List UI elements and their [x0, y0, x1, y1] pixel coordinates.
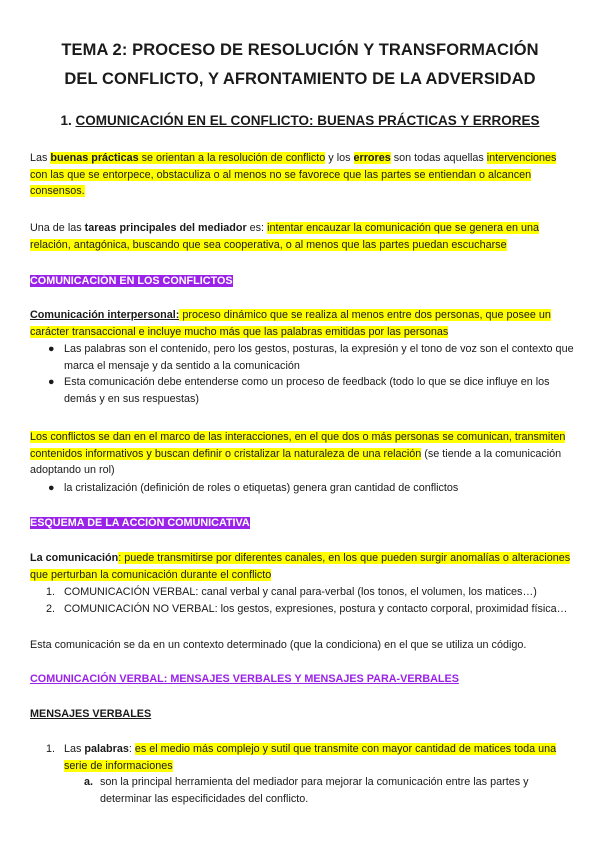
heading-comunicacion-verbal — [30, 671, 575, 688]
numbered-list-2 — [30, 741, 575, 807]
bullet-list-2 — [30, 480, 575, 497]
list-item — [30, 374, 575, 407]
title-line-2: DEL CONFLICTO, Y AFRONTAMIENTO DE LA ADVERSIDAD — [64, 70, 536, 88]
list-item-text: COMUNICACIÓN VERBAL: canal verbal y canal para-verbal (los tonos, el volumen, los matices…) — [64, 586, 537, 598]
paragraph-contexto — [30, 637, 575, 654]
list-letter: a. — [84, 776, 94, 789]
list-item-text: la cristalización (definición de roles o etiquetas) genera gran cantidad de conflictos — [64, 482, 459, 494]
text: Esta comunicación se da en un contexto determinado (que la condiciona) en el que se utiliza un código. — [30, 639, 527, 651]
section-title — [30, 113, 570, 128]
bold-underlined-term: Comunicación interpersonal: — [30, 309, 180, 321]
heading-text: ESQUEMA DE LA ACCIÓN COMUNICATIVA — [30, 517, 250, 529]
list-item — [30, 341, 575, 374]
text: : — [128, 743, 135, 755]
list-item — [30, 584, 575, 601]
highlight: intervenciones con las que se entorpece, obstaculiza o al menos no se favorece que las partes se entiendan o alcancen consensos. — [30, 152, 557, 198]
paragraph-buenas-practicas — [30, 150, 575, 200]
heading-mensajes-verbales — [30, 706, 575, 723]
list-number: 2. — [46, 602, 56, 615]
highlight: : puede transmitirse por diferentes canales, en los que pueden surgir anomalías o alteraciones que perturban la comunicación durante el conflicto — [30, 552, 571, 581]
sub-list-item — [30, 774, 575, 807]
list-item — [30, 741, 575, 774]
bullet-list-1 — [30, 341, 575, 407]
highlight: es el medio más complejo y sutil que transmite con mayor cantidad de matices toda una serie de informaciones — [64, 743, 557, 772]
heading-link[interactable]: COMUNICACIÓN VERBAL: MENSAJES VERBALES Y MENSAJES PARA-VERBALES — [30, 673, 459, 685]
text: son todas aquellas — [390, 152, 487, 164]
paragraph-conflictos — [30, 429, 575, 479]
heading-esquema — [30, 515, 575, 532]
heading-text: MENSAJES VERBALES — [30, 708, 152, 720]
bold-term: La comunicación — [30, 552, 119, 564]
paragraph-mediador — [30, 220, 575, 253]
highlight-bold: buenas prácticas — [50, 152, 139, 164]
bullet-icon: ● — [48, 343, 55, 355]
highlight: intentar encauzar la comunicación que se genera en una relación, antagónica, buscando que sea cooperativa, o al menos que las partes puedan escucharse — [30, 222, 539, 251]
section-number: 1. — [60, 113, 72, 128]
highlight-bold: errores — [353, 152, 391, 164]
bold-term: palabras — [84, 743, 129, 755]
list-number: 1. — [46, 743, 56, 755]
numbered-list-1 — [30, 584, 575, 617]
text: y los — [325, 152, 354, 164]
list-item — [30, 480, 575, 497]
bold-text: tareas principales del mediador — [84, 222, 247, 234]
list-item-text: Las palabras son el contenido, pero los gestos, posturas, la expresión y el tono de voz son el contexto que marca el mensaje y da sentido a la comunicación — [64, 343, 574, 372]
highlight: proceso dinámico que se realiza al menos entre dos personas, que posee un carácter transaccional e incluye mucho más que las palabras emitidas por las personas — [30, 309, 551, 338]
heading-text: COMUNICACIÓN EN LOS CONFLICTOS — [30, 275, 233, 287]
paragraph-comunicacion-interpersonal — [30, 307, 575, 340]
list-item-text: COMUNICACIÓN NO VERBAL: los gestos, expresiones, postura y contacto corporal, proximidad física… — [64, 602, 568, 615]
list-item-text: Esta comunicación debe entenderse como un proceso de feedback (todo lo que se dice influye en los demás y en sus respuestas) — [64, 376, 550, 405]
bullet-icon: ● — [48, 376, 55, 389]
paragraph-la-comunicacion — [30, 550, 575, 583]
text: Las — [30, 152, 51, 164]
text: (se tiende a la comunicación adoptando un rol) — [30, 447, 562, 477]
text: Las — [64, 743, 85, 755]
document-title — [30, 36, 570, 94]
section-title-text: COMUNICACIÓN EN EL CONFLICTO: BUENAS PRÁCTICAS Y ERRORES — [75, 113, 540, 128]
title-line-1: TEMA 2: PROCESO DE RESOLUCIÓN Y TRANSFORMACIÓN — [61, 41, 539, 59]
list-item — [30, 601, 575, 618]
text: Una de las — [30, 222, 85, 234]
bullet-icon: ● — [48, 482, 55, 494]
text: es: — [246, 222, 268, 234]
list-number: 1. — [46, 586, 56, 598]
heading-comunicacion-conflictos — [30, 273, 575, 290]
list-item-text: son la principal herramienta del mediador para mejorar la comunicación entre las partes y determinar las especificidades del conflicto. — [100, 776, 529, 805]
highlight: Los conflictos se dan en el marco de las interacciones, en el que dos o más personas se comunican, transmiten contenidos informativos y buscan definir o cristalizar la naturaleza de una relación — [30, 431, 566, 460]
highlight: se orientan a la resolución de conflicto — [138, 152, 326, 164]
